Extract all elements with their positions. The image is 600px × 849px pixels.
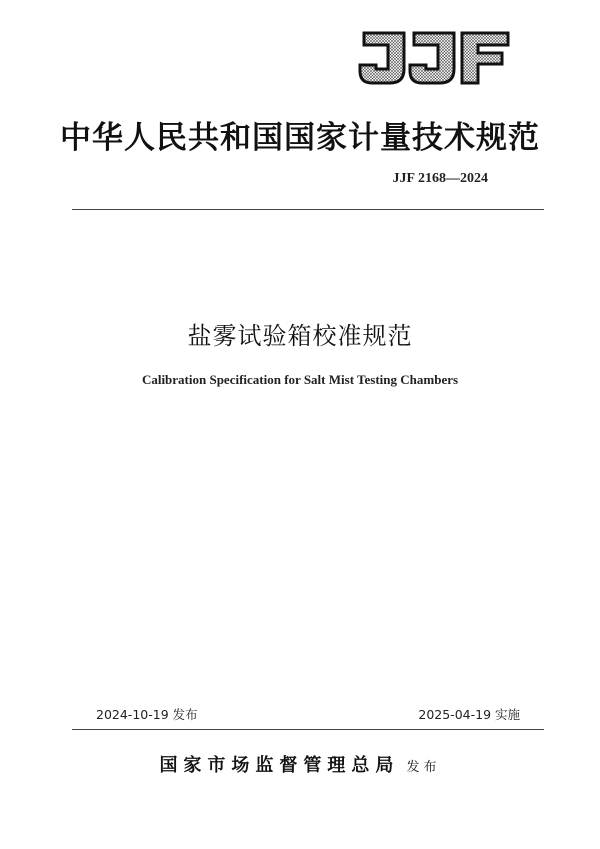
publish-date: 2024-10-19 发布: [96, 707, 198, 722]
footer-divider: [72, 729, 544, 730]
issuer-line: [0, 751, 600, 777]
issuer-name: 国家市场监督管理总局: [159, 755, 400, 776]
standard-code: JJF 2168—2024: [392, 171, 488, 186]
header-divider: [72, 209, 544, 210]
standard-series-title: 中华人民共和国国家计量技术规范: [60, 120, 540, 156]
issuer-verb: 发布: [406, 760, 441, 775]
jjf-logo-icon: [356, 29, 512, 87]
document-title-cn: 盐雾试验箱校准规范: [187, 322, 413, 350]
effective-date: 2025-04-19 实施: [418, 707, 520, 722]
document-title-en: Calibration Specification for Salt Mist Testing Chambers: [141, 372, 459, 387]
